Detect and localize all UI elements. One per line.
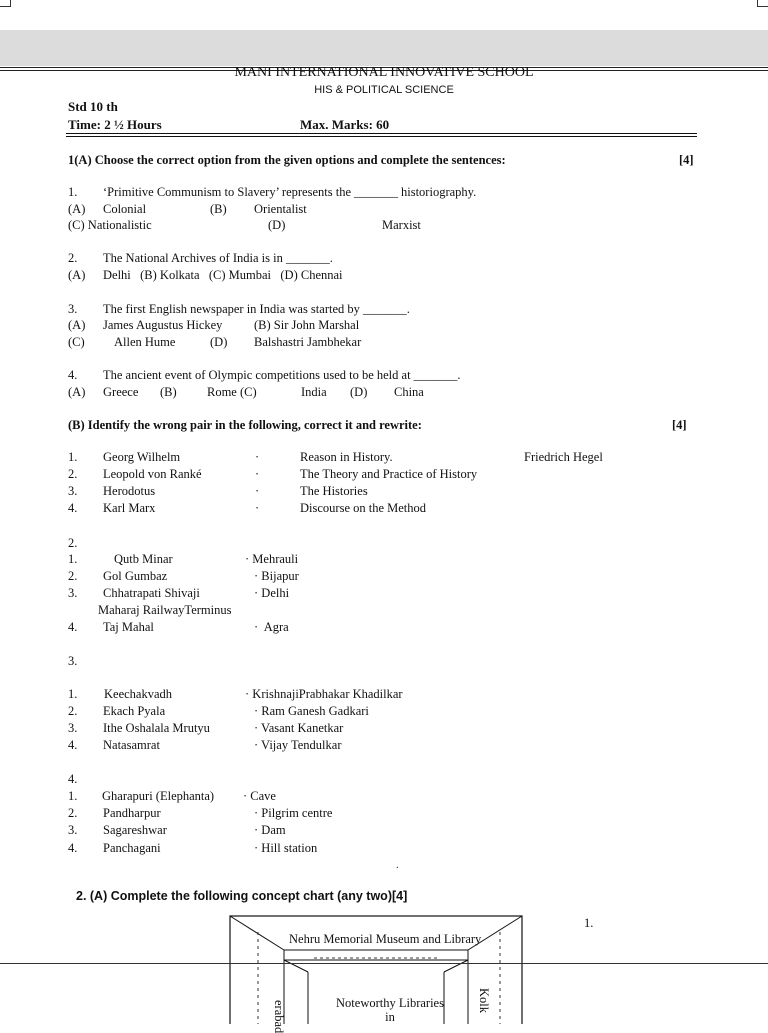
option-label: (B) [160, 385, 177, 399]
row-number: 1. [68, 450, 78, 464]
row-number: 2. [68, 806, 78, 820]
option-b: Orientalist [254, 202, 307, 216]
option-c: India [301, 385, 327, 399]
header-divider [66, 136, 697, 137]
question-text: ‘Primitive Communism to Slavery’ represents the _______ historiography. [103, 185, 477, 199]
page-corner-mark [0, 0, 11, 7]
pair-right: · Vasant Kanetkar [254, 721, 344, 735]
option-label: (A) [68, 385, 86, 399]
standard-label: Std 10 th [68, 99, 118, 114]
row-number: 3. [68, 586, 78, 600]
question-number: 3. [68, 302, 78, 316]
pair-left: Ekach Pyala [103, 704, 166, 718]
row-number: 4. [68, 620, 78, 634]
pair-right: Discourse on the Method [300, 501, 427, 515]
row-number: 4. [68, 738, 78, 752]
row-number: 3. [68, 823, 78, 837]
pair-right: · Bijapur [254, 569, 299, 583]
option-b: Rome (C) [207, 385, 257, 399]
question-text: The National Archives of India is in _______. [103, 251, 333, 265]
chart-right-box-label: Kolk [477, 988, 491, 1013]
q1b-marks: [4] [672, 418, 687, 432]
q1a-heading: 1(A) Choose the correct option from the given options and complete the sentences: [68, 153, 506, 167]
pair-right: The Theory and Practice of History [300, 467, 478, 481]
row-number: 3. [68, 484, 78, 498]
set-number: 4. [68, 772, 78, 786]
pair-left: Ithe Oshalala Mrutyu [103, 721, 210, 735]
page-gap-band [0, 30, 768, 66]
stray-dot: . [396, 860, 399, 871]
option-a: James Augustus Hickey [103, 318, 223, 332]
chart-center-label: Noteworthy Libraries in [336, 996, 444, 1024]
option-label: (D) [350, 385, 368, 399]
option-c: (C) Nationalistic [68, 218, 152, 232]
question-number: 1. [68, 185, 78, 199]
chart-left-box-label: erabad [272, 1000, 286, 1033]
pair-right: The Histories [300, 484, 368, 498]
pair-right: Reason in History. [300, 450, 393, 464]
chart-top-box-label: Nehru Memorial Museum and Library [289, 932, 482, 946]
option-label: (C) [68, 335, 85, 349]
option-label: (D) [210, 335, 228, 349]
pair-left: Taj Mahal [103, 620, 154, 634]
question-number: 4. [68, 368, 78, 382]
option-label: (A) [68, 202, 86, 216]
pair-left-continued: Maharaj RailwayTerminus [98, 603, 232, 617]
option-d: Marxist [382, 218, 421, 232]
pair-left: Pandharpur [103, 806, 161, 820]
pair-right: · Vijay Tendulkar [254, 738, 342, 752]
option-label: (A) [68, 268, 86, 282]
max-marks-label: Max. Marks: 60 [300, 117, 390, 132]
set-number: 3. [68, 654, 78, 668]
side-note: Friedrich Hegel [524, 450, 603, 464]
option-label: (A) [68, 318, 86, 332]
pair-left: Gharapuri (Elephanta) [102, 789, 215, 803]
q1b-heading: (B) Identify the wrong pair in the following, correct it and rewrite: [68, 418, 422, 432]
pair-left: Gol Gumbaz [103, 569, 168, 583]
option-b: (B) Sir John Marshal [254, 318, 360, 332]
row-number: 4. [68, 841, 78, 855]
q1a-marks: [4] [679, 153, 694, 167]
row-number: 3. [68, 721, 78, 735]
pair-dot: · [255, 450, 260, 464]
time-label: Time: 2 ½ Hours [68, 117, 162, 132]
pair-left: Sagareshwar [103, 823, 167, 837]
row-number: 1. [68, 552, 78, 566]
row-number: 1. [68, 687, 78, 701]
pair-right: · Pilgrim centre [254, 806, 333, 820]
pair-left: Karl Marx [103, 501, 156, 515]
pair-left: Qutb Minar [114, 552, 173, 566]
pair-left: Chhatrapati Shivaji [103, 586, 200, 600]
pair-dot: · [255, 484, 260, 498]
pair-right: · Cave [243, 789, 276, 803]
pair-left: Keechakvadh [104, 687, 173, 701]
option-a: Colonial [103, 202, 147, 216]
question-text: The first English newspaper in India was started by _______. [103, 302, 410, 316]
header-divider [66, 133, 697, 134]
page-bottom-rule [0, 963, 768, 964]
option-a: Greece [103, 385, 139, 399]
pair-left: Herodotus [103, 484, 156, 498]
school-name: MANI INTERNATIONAL INNOVATIVE SCHOOL [234, 65, 534, 80]
pair-dot: · [255, 467, 260, 481]
option-d: Balshastri Jambhekar [254, 335, 362, 349]
pair-right: · Mehrauli [245, 552, 299, 566]
question-number: 2. [68, 251, 78, 265]
set-number: 2. [68, 536, 78, 550]
pair-right: · Agra [254, 620, 289, 634]
question-text: The ancient event of Olympic competitions used to be held at _______. [103, 368, 461, 382]
row-number: 1. [68, 789, 78, 803]
pair-left: Natasamrat [103, 738, 160, 752]
pair-left: Leopold von Ranké [103, 467, 202, 481]
pair-right: · KrishnajiPrabhakar Khadilkar [245, 687, 403, 701]
pair-dot: · [255, 501, 260, 515]
subject-title: HIS & POLITICAL SCIENCE [314, 84, 454, 96]
pair-left: Georg Wilhelm [103, 450, 181, 464]
row-number: 4. [68, 501, 78, 515]
option-d: China [394, 385, 424, 399]
option-c: Allen Hume [114, 335, 176, 349]
pair-left: Panchagani [103, 841, 161, 855]
row-number: 2. [68, 467, 78, 481]
pair-right: · Delhi [254, 586, 290, 600]
q2a-heading: 2. (A) Complete the following concept chart (any two)[4] [76, 889, 408, 903]
pair-right: · Hill station [254, 841, 318, 855]
page-corner-mark [757, 0, 768, 7]
chart-number: 1. [584, 916, 594, 930]
option-label: (D) [268, 218, 286, 232]
pair-right: · Dam [254, 823, 286, 837]
options-line: Delhi (B) Kolkata (C) Mumbai (D) Chennai [103, 268, 343, 282]
row-number: 2. [68, 704, 78, 718]
row-number: 2. [68, 569, 78, 583]
pair-right: · Ram Ganesh Gadkari [254, 704, 369, 718]
option-label: (B) [210, 202, 227, 216]
